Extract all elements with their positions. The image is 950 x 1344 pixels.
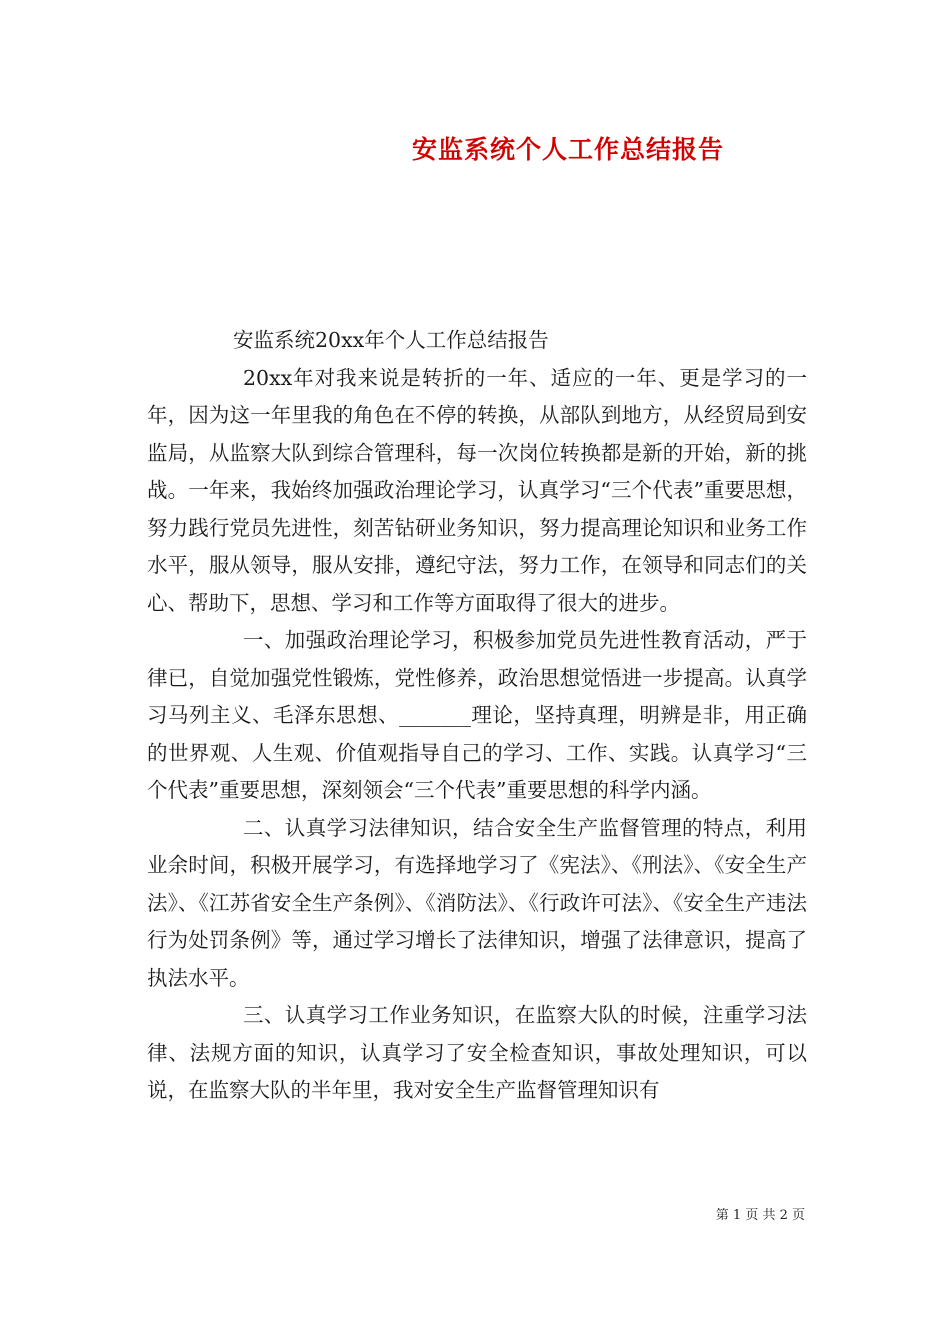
paragraph-section-2: 二、认真学习法律知识，结合安全生产监督管理的特点，利用业余时间，积极开展学习，有选择地学习了《宪法》、《刑法》、《安全生产法》、《江苏省安全生产条例》、《消防法》、《行政许可法》、《安全生产违法行为处罚条例》等，通过学习增长了法律知识，增强了法律意识，提高了执法水平。 — [147, 815, 807, 990]
paragraph-section-1: 一、加强政治理论学习，积极参加党员先进性教育活动，严于律已，自觉加强党性锻炼，党性修养，政治思想觉悟进一步提高。认真学习马列主义、毛泽东思想、_______理论，坚持真理，明辨是非，用正确的世界观、人生观、价值观指导自己的学习、工作、实践。认真学习“三个代表”重要思想，深刻领会“三个代表”重要思想的科学内涵。 — [147, 628, 807, 802]
document-body — [147, 322, 807, 1110]
page-number-footer: 第 1 页 共 2 页 — [715, 1208, 805, 1223]
paragraph-section-3: 三、认真学习工作业务知识，在监察大队的时候，注重学习法律、法规方面的知识，认真学习了安全检查知识，事故处理知识，可以说，在监察大队的半年里，我对安全生产监督管理知识有 — [147, 1003, 807, 1102]
document-subtitle: 安监系统20xx年个人工作总结报告 — [233, 328, 549, 352]
paragraph-intro: 20xx年对我来说是转折的一年、适应的一年、更是学习的一年，因为这一年里我的角色在不停的转换，从部队到地方，从经贸局到安监局，从监察大队到综合管理科，每一次岗位转换都是新的开始，新的挑战。一年来，我始终加强政治理论学习，认真学习“三个代表”重要思想，努力践行党员先进性，刻苦钻研业务知识，努力提高理论知识和业务工作水平，服从领导，服从安排，遵纪守法，努力工作，在领导和同志们的关心、帮助下，思想、学习和工作等方面取得了很大的进步。 — [147, 365, 807, 615]
document-title: 安监系统个人工作总结报告 — [412, 135, 725, 164]
